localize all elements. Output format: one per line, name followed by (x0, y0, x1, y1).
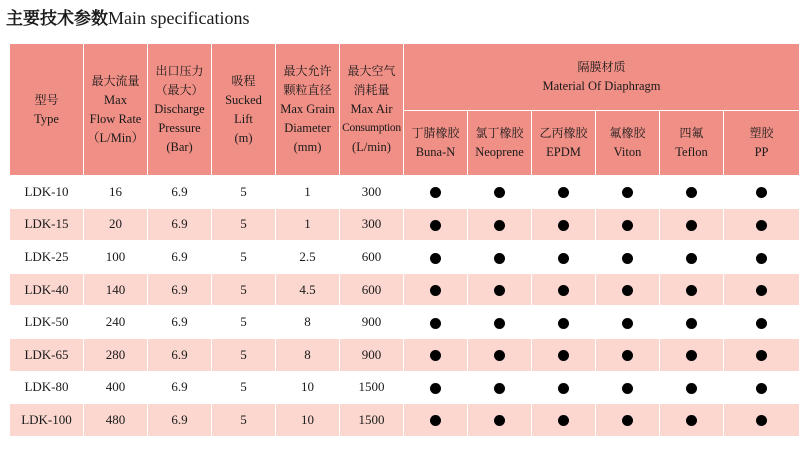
filled-circle-icon (430, 187, 441, 198)
cell-type: LDK-40 (10, 273, 84, 306)
table-row (10, 273, 800, 306)
filled-circle-icon (494, 318, 505, 329)
header-material-neoprene: 氯丁橡胶 Neoprene (468, 111, 532, 176)
filled-circle-icon (430, 318, 441, 329)
cell-flow: 480 (84, 404, 148, 437)
cell-pressure: 6.9 (148, 338, 212, 371)
cell-material-available (468, 338, 532, 371)
filled-circle-icon (686, 187, 697, 198)
cell-lift: 5 (212, 371, 276, 404)
cell-flow: 400 (84, 371, 148, 404)
filled-circle-icon (430, 253, 441, 264)
header-grain-diameter: 最大允许 颗粒直径 Max Grain Diameter (mm) (276, 44, 340, 176)
filled-circle-icon (686, 220, 697, 231)
cell-material-available (596, 306, 660, 339)
filled-circle-icon (622, 253, 633, 264)
filled-circle-icon (558, 318, 569, 329)
specifications-body (10, 176, 800, 437)
filled-circle-icon (686, 383, 697, 394)
cell-flow: 16 (84, 176, 148, 209)
filled-circle-icon (686, 285, 697, 296)
cell-material-available (468, 176, 532, 209)
filled-circle-icon (494, 220, 505, 231)
header-flow-rate: 最大流量 Max Flow Rate （L/Min） (84, 44, 148, 176)
cell-type: LDK-65 (10, 338, 84, 371)
filled-circle-icon (756, 383, 767, 394)
cell-flow: 100 (84, 241, 148, 274)
cell-material-available (596, 241, 660, 274)
cell-grain: 1 (276, 208, 340, 241)
cell-type: LDK-100 (10, 404, 84, 437)
cell-material-available (724, 404, 800, 437)
cell-pressure: 6.9 (148, 176, 212, 209)
filled-circle-icon (686, 415, 697, 426)
cell-lift: 5 (212, 338, 276, 371)
table-row (10, 176, 800, 209)
cell-type: LDK-80 (10, 371, 84, 404)
cell-material-available (468, 241, 532, 274)
filled-circle-icon (430, 350, 441, 361)
cell-material-available (532, 241, 596, 274)
cell-air: 300 (340, 176, 404, 209)
filled-circle-icon (622, 220, 633, 231)
cell-material-available (532, 404, 596, 437)
cell-air: 600 (340, 241, 404, 274)
cell-material-available (724, 371, 800, 404)
cell-material-available (660, 306, 724, 339)
filled-circle-icon (494, 383, 505, 394)
filled-circle-icon (756, 187, 767, 198)
cell-material-available (404, 306, 468, 339)
filled-circle-icon (622, 318, 633, 329)
cell-material-available (660, 176, 724, 209)
header-material-pp: 塑胶 PP (724, 111, 800, 176)
filled-circle-icon (494, 187, 505, 198)
cell-lift: 5 (212, 306, 276, 339)
cell-grain: 2.5 (276, 241, 340, 274)
filled-circle-icon (558, 350, 569, 361)
cell-grain: 10 (276, 404, 340, 437)
filled-circle-icon (494, 285, 505, 296)
cell-material-available (404, 208, 468, 241)
cell-material-available (660, 208, 724, 241)
cell-grain: 8 (276, 306, 340, 339)
filled-circle-icon (558, 383, 569, 394)
filled-circle-icon (494, 415, 505, 426)
cell-material-available (660, 404, 724, 437)
cell-material-available (724, 208, 800, 241)
cell-air: 1500 (340, 404, 404, 437)
filled-circle-icon (494, 350, 505, 361)
cell-air: 900 (340, 338, 404, 371)
table-row (10, 371, 800, 404)
page-title (6, 6, 249, 31)
filled-circle-icon (430, 285, 441, 296)
cell-grain: 4.5 (276, 273, 340, 306)
cell-grain: 10 (276, 371, 340, 404)
filled-circle-icon (558, 285, 569, 296)
cell-material-available (468, 273, 532, 306)
cell-material-available (596, 404, 660, 437)
filled-circle-icon (430, 220, 441, 231)
filled-circle-icon (686, 350, 697, 361)
cell-type: LDK-10 (10, 176, 84, 209)
cell-material-available (532, 176, 596, 209)
filled-circle-icon (756, 220, 767, 231)
filled-circle-icon (686, 253, 697, 264)
filled-circle-icon (558, 253, 569, 264)
filled-circle-icon (494, 253, 505, 264)
cell-material-available (532, 371, 596, 404)
cell-type: LDK-15 (10, 208, 84, 241)
header-air-consumption: 最大空气 消耗量 Max Air Consumption (L/min) (340, 44, 404, 176)
filled-circle-icon (622, 415, 633, 426)
cell-lift: 5 (212, 241, 276, 274)
cell-lift: 5 (212, 404, 276, 437)
header-material-buna-n: 丁腈橡胶 Buna-N (404, 111, 468, 176)
filled-circle-icon (558, 415, 569, 426)
header-sucked-lift: 吸程 Sucked Lift (m) (212, 44, 276, 176)
cell-air: 1500 (340, 371, 404, 404)
cell-material-available (468, 306, 532, 339)
cell-lift: 5 (212, 273, 276, 306)
header-material-epdm: 乙丙橡胶 EPDM (532, 111, 596, 176)
cell-material-available (724, 273, 800, 306)
cell-material-available (404, 404, 468, 437)
cell-material-available (724, 176, 800, 209)
filled-circle-icon (686, 318, 697, 329)
cell-material-available (660, 273, 724, 306)
cell-material-available (532, 273, 596, 306)
cell-material-available (660, 371, 724, 404)
cell-material-available (660, 338, 724, 371)
cell-material-available (404, 176, 468, 209)
filled-circle-icon (756, 285, 767, 296)
cell-material-available (596, 208, 660, 241)
filled-circle-icon (622, 383, 633, 394)
cell-flow: 20 (84, 208, 148, 241)
cell-material-available (468, 371, 532, 404)
table-row (10, 306, 800, 339)
cell-material-available (532, 306, 596, 339)
filled-circle-icon (430, 383, 441, 394)
cell-pressure: 6.9 (148, 273, 212, 306)
cell-pressure: 6.9 (148, 306, 212, 339)
cell-material-available (532, 338, 596, 371)
cell-material-available (404, 273, 468, 306)
cell-type: LDK-50 (10, 306, 84, 339)
filled-circle-icon (756, 318, 767, 329)
filled-circle-icon (622, 187, 633, 198)
cell-material-available (404, 241, 468, 274)
cell-material-available (596, 273, 660, 306)
cell-pressure: 6.9 (148, 241, 212, 274)
header-type: 型号 Type (10, 44, 84, 176)
cell-air: 300 (340, 208, 404, 241)
cell-material-available (596, 338, 660, 371)
filled-circle-icon (756, 415, 767, 426)
cell-material-available (660, 241, 724, 274)
cell-pressure: 6.9 (148, 371, 212, 404)
title-english: Main specifications (108, 8, 250, 28)
header-material-viton: 氟橡胶 Viton (596, 111, 660, 176)
table-row (10, 241, 800, 274)
cell-material-available (724, 338, 800, 371)
cell-material-available (404, 371, 468, 404)
cell-material-available (724, 241, 800, 274)
title-chinese: 主要技术参数 (6, 9, 108, 29)
cell-flow: 280 (84, 338, 148, 371)
cell-pressure: 6.9 (148, 404, 212, 437)
filled-circle-icon (558, 187, 569, 198)
cell-flow: 140 (84, 273, 148, 306)
cell-flow: 240 (84, 306, 148, 339)
filled-circle-icon (756, 253, 767, 264)
cell-pressure: 6.9 (148, 208, 212, 241)
header-discharge-pressure: 出口压力 （最大） Discharge Pressure (Bar) (148, 44, 212, 176)
cell-air: 600 (340, 273, 404, 306)
filled-circle-icon (756, 350, 767, 361)
cell-type: LDK-25 (10, 241, 84, 274)
filled-circle-icon (622, 350, 633, 361)
cell-material-available (404, 338, 468, 371)
cell-grain: 8 (276, 338, 340, 371)
table-row (10, 208, 800, 241)
cell-material-available (596, 176, 660, 209)
cell-material-available (596, 371, 660, 404)
filled-circle-icon (622, 285, 633, 296)
table-row (10, 338, 800, 371)
filled-circle-icon (430, 415, 441, 426)
filled-circle-icon (558, 220, 569, 231)
cell-material-available (724, 306, 800, 339)
cell-air: 900 (340, 306, 404, 339)
cell-material-available (532, 208, 596, 241)
table-row (10, 404, 800, 437)
cell-material-available (468, 208, 532, 241)
cell-lift: 5 (212, 176, 276, 209)
cell-lift: 5 (212, 208, 276, 241)
header-diaphragm-material: 隔膜材质 Material Of Diaphragm (404, 44, 800, 111)
specifications-table (9, 43, 800, 437)
cell-grain: 1 (276, 176, 340, 209)
cell-material-available (468, 404, 532, 437)
header-material-teflon: 四氟 Teflon (660, 111, 724, 176)
